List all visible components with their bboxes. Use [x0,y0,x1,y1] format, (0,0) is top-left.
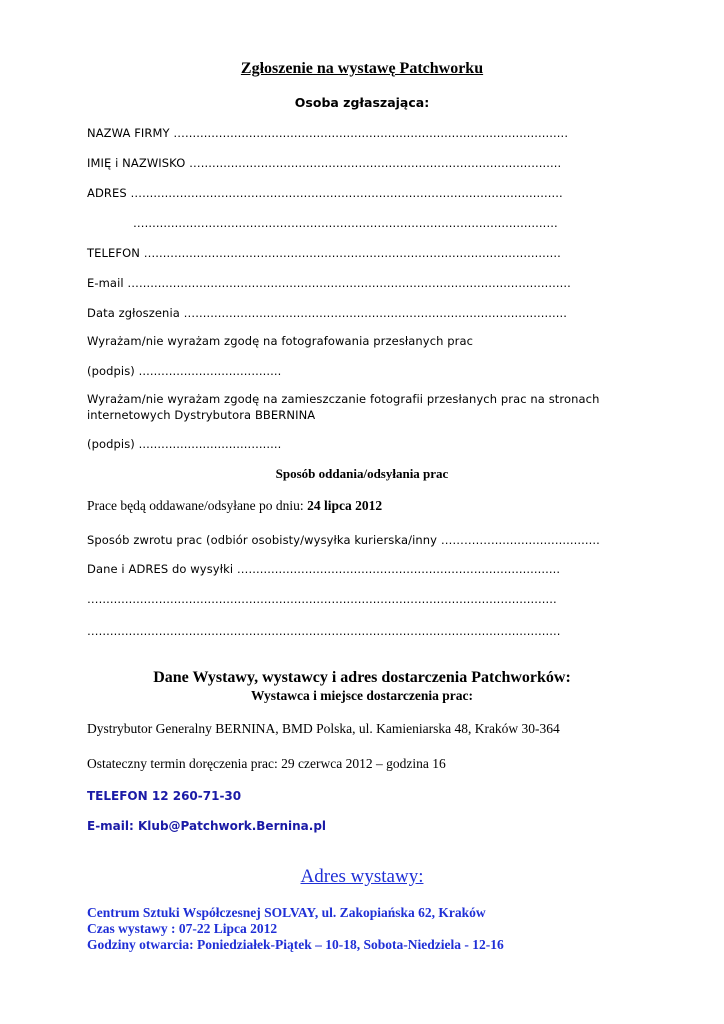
delivery-deadline-text: Prace będą oddawane/odsyłane po dniu: [87,498,308,513]
email-field: E-mail …................................................................................................................... [87,276,571,290]
web-consent: Wyrażam/nie wyrażam zgodę na zamieszczanie fotografii przesłanych prac na stronach internetowych Dystrybutora BBERNINA [87,392,600,422]
exhibitor-subheading: Wystawca i miejsce dostarczenia prac: [251,688,473,703]
shipping-address-line2: …........................................................................................................................... [87,624,561,638]
contact-email[interactable]: E-mail: Klub@Patchwork.Bernina.pl [87,819,327,833]
delivery-deadline-date: 24 lipca 2012 [307,498,383,513]
address-field-line2: ….............................................................................................................. [133,216,558,230]
company-field: NAZWA FIRMY …...................................................................................................... [87,126,569,140]
venue-address: Centrum Sztuki Współczesnej SOLVAY, ul. Zakopiańska 62, Kraków [87,905,486,920]
applicant-heading: Osoba zgłaszająca: [294,95,430,110]
venue-hours: Godziny otwarcia: Poniedziałek-Piątek – 10-18, Sobota-Niedziela - 12-16 [87,937,504,952]
delivery-heading: Sposób oddania/odsyłania prac [275,466,449,481]
shipping-address-line1: ….......................................................................................................................... [87,592,557,606]
shipping-address-field: Dane i ADRES do wysyłki …................................................................................... [87,562,561,576]
delivery-final-deadline: Ostateczny termin doręczenia prac: 29 czerwca 2012 – godzina 16 [87,756,446,771]
exhibition-heading: Dane Wystawy, wystawcy i adres dostarczenia Patchworków: [153,669,571,686]
return-method-field: Sposób zwrotu prac (odbiór osobisty/wysyłka kurierska/inny ……….…............................. [87,533,600,547]
photo-consent: Wyrażam/nie wyrażam zgodę na fotografowania przesłanych prac [87,334,474,348]
venue-dates: Czas wystawy : 07-22 Lipca 2012 [87,921,278,936]
phone-field: TELEFON …............................................................................................................ [87,246,561,260]
document-title: Zgłoszenie na wystawę Patchworku [240,60,484,77]
date-field: Data zgłoszenia …................................................................................................... [87,306,568,320]
delivery-deadline [87,498,382,514]
venue-heading: Adres wystawy: [300,866,424,887]
distributor-address: Dystrybutor Generalny BERNINA, BMD Polska, ul. Kamieniarska 48, Kraków 30-364 [87,721,560,736]
contact-phone: TELEFON 12 260-71-30 [87,789,242,803]
address-field: ADRES …................................................................................................................ [87,186,563,200]
web-consent-signature: (podpis) ...................................... [87,437,282,451]
photo-consent-signature: (podpis) ...................................... [87,364,282,378]
name-field: IMIĘ i NAZWISKO …................................................................................................ [87,156,562,170]
